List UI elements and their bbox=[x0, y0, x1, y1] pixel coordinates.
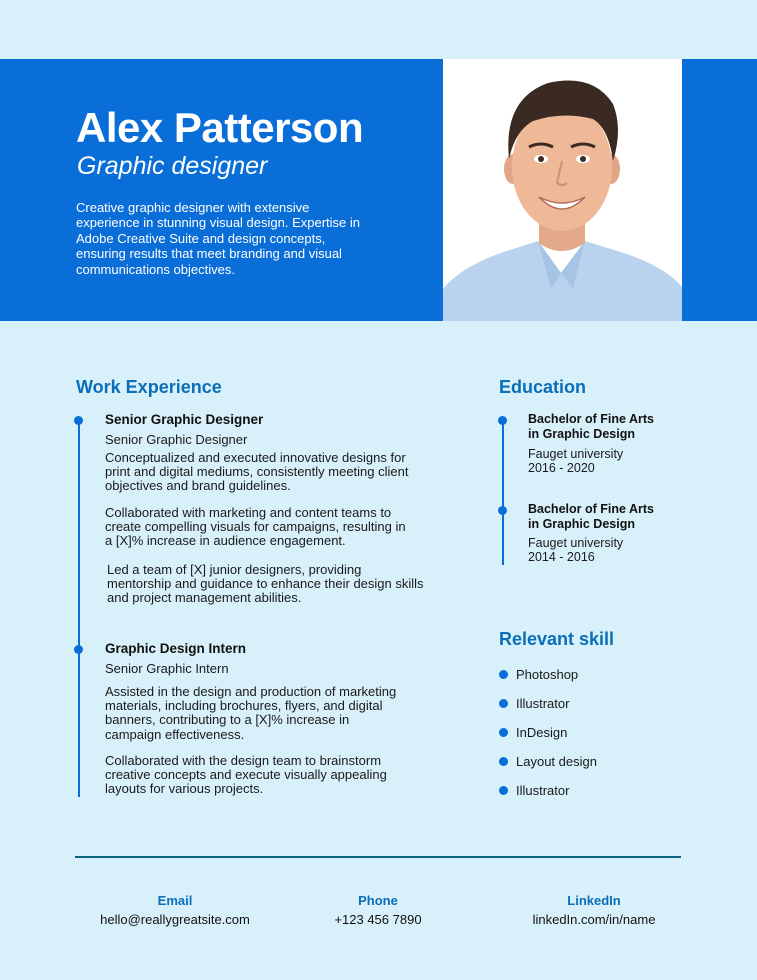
job-title: Graphic Design Intern bbox=[105, 641, 247, 656]
skill-bullet-icon bbox=[499, 728, 508, 737]
candidate-role: Graphic designer bbox=[77, 152, 268, 180]
skill-bullet-icon bbox=[499, 786, 508, 795]
skill-item: Layout design bbox=[516, 754, 597, 769]
job-subtitle: Senior Graphic Intern bbox=[105, 661, 229, 676]
skill-bullet-icon bbox=[499, 670, 508, 679]
work-timeline-dot bbox=[74, 645, 83, 654]
footer-divider bbox=[75, 856, 681, 858]
work-timeline-dot bbox=[74, 416, 83, 425]
work-experience-heading: Work Experience bbox=[76, 377, 222, 397]
skill-item: Illustrator bbox=[516, 783, 570, 798]
job-title: Senior Graphic Designer bbox=[105, 412, 264, 427]
candidate-name: Alex Patterson bbox=[76, 104, 364, 151]
profile-summary: Creative graphic designer with extensive experience in stunning visual design. Expertise in Adobe Creative Suite and design concepts, ensuring results that meet branding and visual communications objectives. bbox=[76, 200, 361, 277]
skill-item: Illustrator bbox=[516, 696, 570, 711]
education-school: Fauget university bbox=[528, 447, 624, 461]
education-years: 2014 - 2016 bbox=[528, 550, 595, 564]
education-years: 2016 - 2020 bbox=[528, 461, 595, 475]
work-timeline-line bbox=[78, 419, 80, 797]
education-school: Fauget university bbox=[528, 536, 624, 550]
job-description: Conceptualized and executed innovative designs for print and digital mediums, consistently meeting client objectives and brand guidelines. bbox=[105, 450, 409, 494]
education-degree: Bachelor of Fine Arts in Graphic Design bbox=[528, 412, 654, 441]
profile-photo bbox=[443, 59, 682, 321]
portrait-illustration bbox=[443, 59, 682, 321]
job-description: Collaborated with the design team to brainstorm creative concepts and execute visually appealing layouts for various projects. bbox=[105, 753, 387, 797]
job-description: Assisted in the design and production of marketing materials, including brochures, flyers, and digital banners, contributing to a [X]% increase in campaign effectiveness. bbox=[105, 684, 397, 742]
skill-item: Photoshop bbox=[516, 667, 579, 682]
skill-bullet-icon bbox=[499, 699, 508, 708]
linkedin-label: LinkedIn bbox=[567, 893, 621, 908]
job-description: Collaborated with marketing and content teams to create compelling visuals for campaigns, resulting in a [X]% increase in audience engagement. bbox=[105, 505, 406, 549]
phone-value[interactable]: +123 456 7890 bbox=[334, 912, 422, 927]
education-timeline-line bbox=[502, 419, 504, 565]
skills-heading: Relevant skill bbox=[499, 629, 615, 649]
job-description: Led a team of [X] junior designers, providing mentorship and guidance to enhance their design skills and project management abilities. bbox=[107, 562, 424, 606]
skill-item: InDesign bbox=[516, 725, 568, 740]
education-timeline-dot bbox=[498, 506, 507, 515]
email-value[interactable]: hello@reallygreatsite.com bbox=[100, 912, 250, 927]
education-degree: Bachelor of Fine Arts in Graphic Design bbox=[528, 502, 654, 531]
education-heading: Education bbox=[499, 377, 587, 397]
linkedin-value[interactable]: linkedIn.com/in/name bbox=[532, 912, 656, 927]
skill-bullet-icon bbox=[499, 757, 508, 766]
education-timeline-dot bbox=[498, 416, 507, 425]
phone-label: Phone bbox=[358, 893, 398, 908]
email-label: Email bbox=[157, 893, 193, 908]
job-subtitle: Senior Graphic Designer bbox=[105, 432, 248, 447]
